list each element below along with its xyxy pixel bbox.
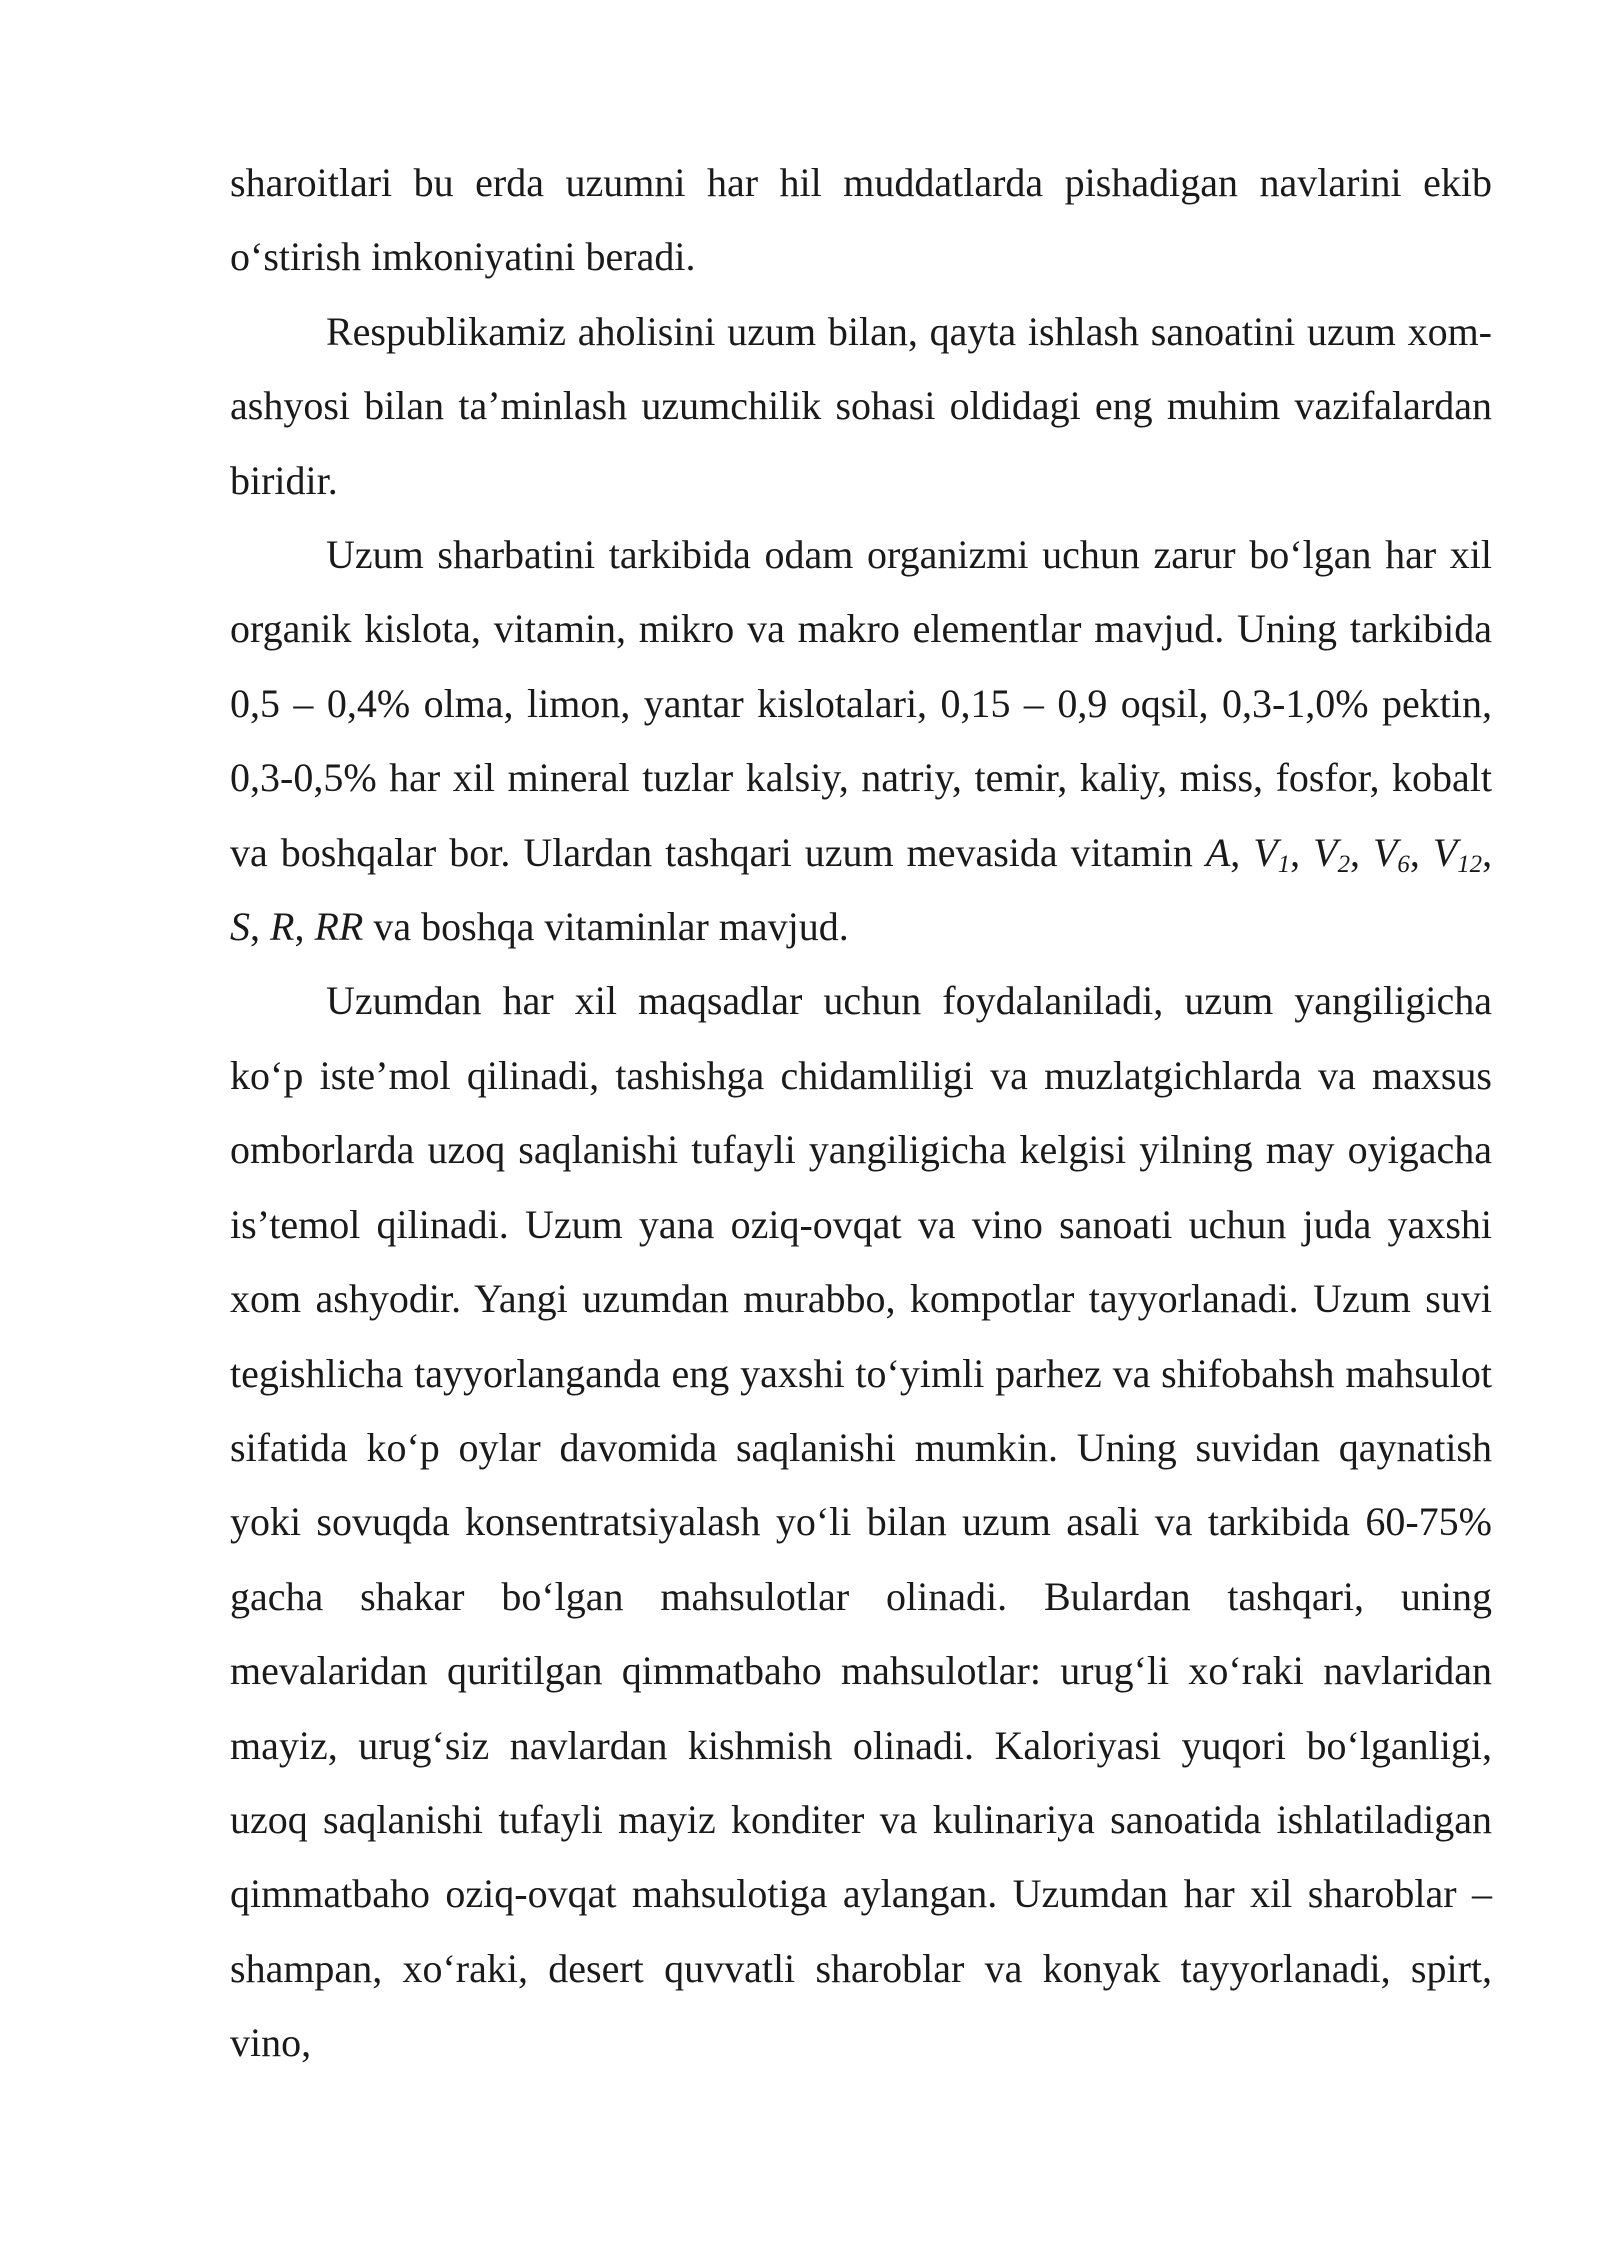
vitamin-s: S <box>230 904 250 950</box>
vitamin-a: A <box>1205 829 1231 875</box>
vitamin-separator: , <box>1482 829 1493 875</box>
paragraph-intro-continuation: sharoitlari bu erda uzumni har hil muddatlarda pishadigan navlarini ekib o‘stirish imkoniyatini beradi. <box>230 160 1492 280</box>
paragraph-supply-task: Respublikamiz aholisini uzum bilan, qayta ishlash sanoatini uzum xom-ashyosi bilan ta’minlash uzumchilik sohasi oldidagi eng muhim vazifalardan biridir. <box>230 308 1492 503</box>
vitamin-separator: , <box>250 904 270 950</box>
vitamin-r: R <box>270 904 295 950</box>
vitamin-v12: $V_{12}$ <box>1432 829 1483 878</box>
body-text <box>230 146 1492 2081</box>
vitamin-v2: $V_2$ <box>1313 829 1350 878</box>
vitamin-separator: , <box>1230 829 1254 875</box>
paragraph-grape-uses: Uzumdan har xil maqsadlar uchun foydalaniladi, uzum yangiligicha ko‘p iste’mol qilinadi, tashishga chidamliligi va muzlatgichlarda va maxsus omborlarda uzoq saqlanishi tufayli yangiligicha kelgisi yilning may oyigacha is’temol qilinadi. Uzum yana oziq-ovqat va vino sanoati uchun juda yaxshi xom ashyodir. Yangi uzumdan murabbo, kompotlar tayyorlanadi. Uzum suvi tegishlicha tayyorlanganda eng yaxshi to‘yimli parhez va shifobahsh mahsulot sifatida ko‘p oylar davomida saqlanishi mumkin. Uning suvidan qaynatish yoki sovuqda konsentratsiyalash yo‘li bilan uzum asali va tarkibida 60-75% gacha shakar bo‘lgan mahsulotlar olinadi. Bulardan tashqari, uning mevalaridan quritilgan qimmatbaho mahsulotlar: urug‘li xo‘raki navlaridan mayiz, urug‘siz navlardan kishmish olinadi. Kaloriyasi yuqori bo‘lganligi, uzoq saqlanishi tufayli mayiz konditer va kulinariya sanoatida ishlatiladigan qimmatbaho oziq-ovqat mahsulotiga aylangan. Uzumdan har xil sharoblar – shampan, xo‘raki, desert quvvatli sharoblar va konyak tayyorlanadi, spirt, vino, <box>230 978 1492 2066</box>
vitamin-separator: , <box>1409 829 1433 875</box>
juice-composition-text: Uzum sharbatini tarkibida odam organizmi uchun zarur bo‘lgan har xil organik kislota, vitamin, mikro va makro elementlar mavjud. Uning tarkibida 0,5 – 0,4% olma, limon, yantar kislotalari, 0,15 – 0,9 oqsil, 0,3-1,0% pektin, 0,3-0,5% har xil mineral tuzlar kalsiy, natriy, temir, kaliy, miss, fosfor, kobalt va boshqalar bor. Ulardan tashqari uzum mevasida vitamin <box>230 532 1492 875</box>
vitamin-rr: RR <box>314 904 364 950</box>
vitamin-separator: , <box>1290 829 1314 875</box>
vitamin-v1: $V_1$ <box>1253 829 1291 878</box>
vitamin-separator: , <box>1349 829 1373 875</box>
vitamin-separator: , <box>294 904 315 950</box>
vitamin-v6: $V_6$ <box>1372 829 1410 878</box>
juice-composition-tail: va boshqa vitaminlar mavjud. <box>363 904 849 950</box>
paragraph-juice-composition <box>230 518 1492 964</box>
